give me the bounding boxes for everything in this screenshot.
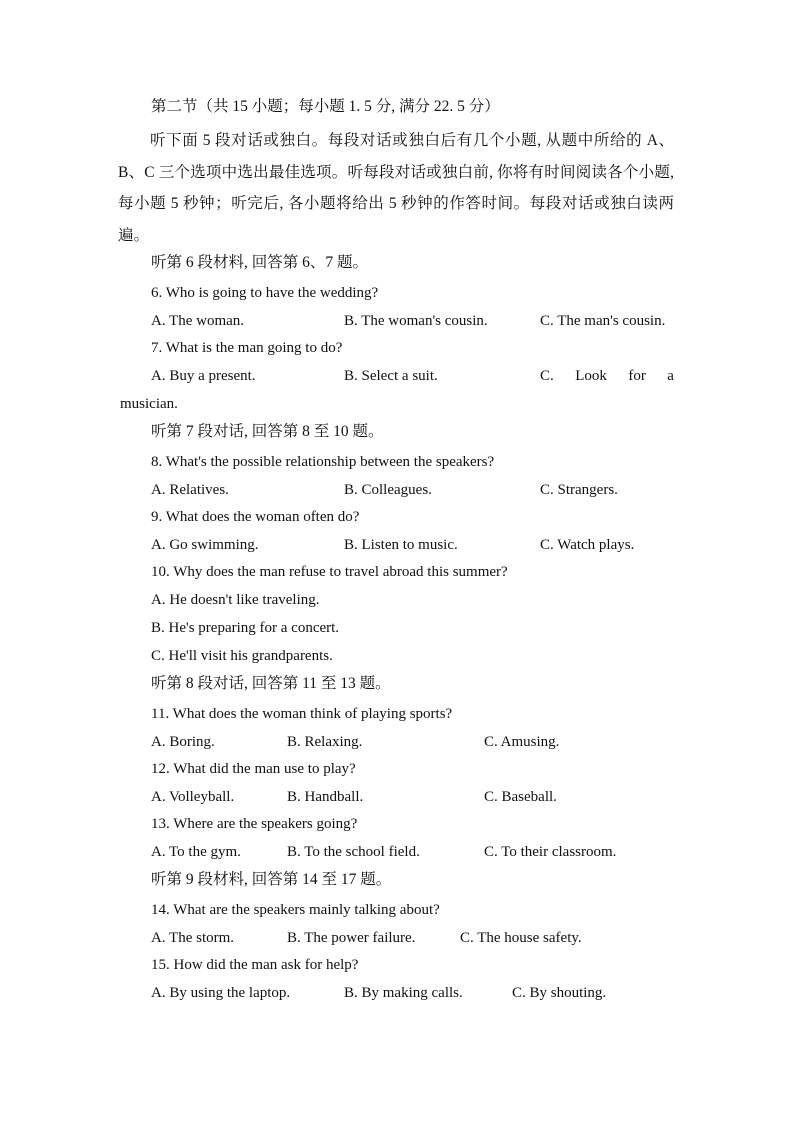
- option-c: [540, 366, 674, 386]
- question-stem: 12. What did the man use to play?: [151, 761, 356, 777]
- option-a: A. Relatives.: [151, 482, 229, 498]
- question-stem: 11. What does the woman think of playing sports?: [151, 706, 453, 722]
- question-stem: 10. Why does the man refuse to travel abroad this summer?: [151, 564, 508, 580]
- section-instructions: 听下面 5 段对话或独白。每段对话或独白后有几个小题, 从题中所给的 A、B、C 三个选项中选出最佳选项。听每段对话或独白前, 你将有时间阅读各个小题, 每小题 5 秒钟；听完后, 各小题将给出 5 秒钟的作答时间。每段对话或独白读两遍。: [118, 132, 674, 244]
- option-c: C. He'll visit his grandparents.: [151, 648, 333, 664]
- option-a: A. Go swimming.: [151, 537, 259, 553]
- question-stem: 9. What does the woman often do?: [151, 509, 360, 525]
- option-a: A. Boring.: [151, 734, 215, 750]
- question-stem: 13. Where are the speakers going?: [151, 816, 358, 832]
- group-heading: 听第 6 段材料, 回答第 6、7 题。: [151, 254, 369, 271]
- option-b: B. Handball.: [287, 789, 364, 805]
- option-c: C. Baseball.: [484, 789, 557, 805]
- option-c-part: Look: [575, 368, 607, 384]
- option-a: A. Buy a present.: [151, 368, 256, 384]
- question-stem: 7. What is the man going to do?: [151, 340, 343, 356]
- question-stem: 14. What are the speakers mainly talking about?: [151, 902, 440, 918]
- option-a: A. By using the laptop.: [151, 985, 291, 1001]
- option-b: B. Select a suit.: [344, 368, 438, 384]
- option-b: B. The power failure.: [287, 930, 416, 946]
- option-b: B. He's preparing for a concert.: [151, 620, 340, 636]
- question-stem: 15. How did the man ask for help?: [151, 957, 359, 973]
- option-c-wrap: musician.: [120, 396, 178, 412]
- option-c: C. Strangers.: [540, 482, 618, 498]
- option-a: A. He doesn't like traveling.: [151, 592, 320, 608]
- group-heading: 听第 8 段对话, 回答第 11 至 13 题。: [151, 675, 391, 692]
- option-b: B. Listen to music.: [344, 537, 458, 553]
- option-a: A. The storm.: [151, 930, 235, 946]
- option-b: B. By making calls.: [344, 985, 463, 1001]
- question-stem: 8. What's the possible relationship between the speakers?: [151, 454, 495, 470]
- option-c: C. The house safety.: [460, 930, 582, 946]
- option-b: B. The woman's cousin.: [344, 313, 488, 329]
- group-heading: 听第 7 段对话, 回答第 8 至 10 题。: [151, 423, 384, 440]
- option-c: C. To their classroom.: [484, 844, 617, 860]
- option-a: A. Volleyball.: [151, 789, 235, 805]
- section-title: 第二节（共 15 小题；每小题 1. 5 分, 满分 22. 5 分）: [151, 98, 500, 115]
- option-b: B. To the school field.: [287, 844, 420, 860]
- group-heading: 听第 9 段材料, 回答第 14 至 17 题。: [151, 871, 392, 888]
- option-c-part: C.: [540, 368, 554, 384]
- option-c: C. The man's cousin.: [540, 313, 666, 329]
- option-c-part: for: [628, 368, 646, 384]
- option-c: C. Amusing.: [484, 734, 560, 750]
- option-b: B. Colleagues.: [344, 482, 432, 498]
- option-b: B. Relaxing.: [287, 734, 363, 750]
- option-c: C. Watch plays.: [540, 537, 635, 553]
- option-a: A. To the gym.: [151, 844, 241, 860]
- option-c-part: a: [667, 368, 674, 384]
- option-c: C. By shouting.: [512, 985, 607, 1001]
- question-stem: 6. Who is going to have the wedding?: [151, 285, 379, 301]
- option-a: A. The woman.: [151, 313, 245, 329]
